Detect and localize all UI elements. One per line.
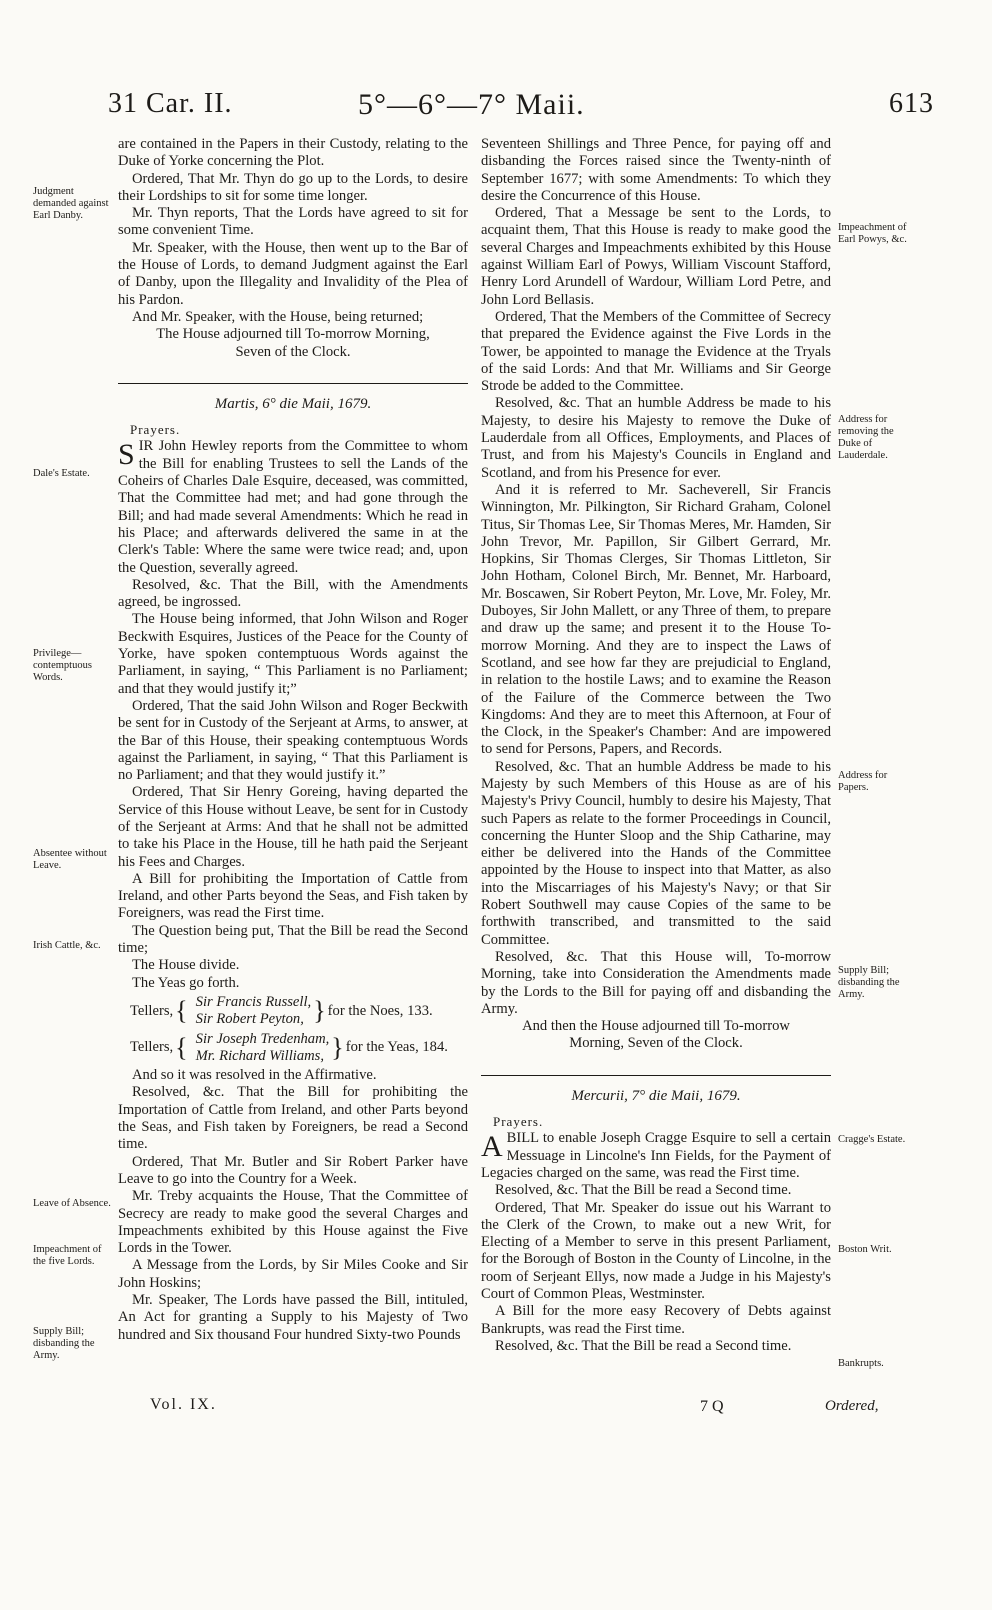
drop-cap: S: [118, 438, 135, 472]
paragraph: Ordered, That Sir Henry Goreing, having departed the Service of this House without Leave, be sent for in Custody of the Serjeant at Arms: And that he shall not be admitted to take his Place in the House, till he hath paid the Serjeant his Fees and Charges.: [118, 784, 468, 870]
tellers-label: Tellers,: [130, 1002, 174, 1019]
prayers-label: Prayers.: [493, 1114, 544, 1130]
signature-mark: 7 Q: [700, 1398, 724, 1415]
margin-note: Dale's Estate.: [33, 468, 90, 479]
paragraph: Ordered, That Mr. Butler and Sir Robert Parker have Leave to go into the Country for a Week.: [118, 1153, 468, 1187]
margin-note: Impeachment of Earl Powys, &c.: [838, 222, 907, 245]
paragraph: The Question being put, That the Bill be read the Second time;: [118, 922, 468, 957]
catchword: Ordered,: [825, 1398, 879, 1414]
teller-name: Sir Robert Peyton,: [195, 1011, 304, 1028]
paragraph: Mr. Treby acquaints the House, That the Committee of Secrecy are ready to make good the several Charges and Impeachments exhibited by this House against the Five Lords in the Tower.: [118, 1188, 468, 1257]
tellers-yeas: Tellers, { Sir Joseph Tredenham, Mr. Richard Williams, } for the Yeas, 184.: [130, 1030, 448, 1064]
paragraph: And it is referred to Mr. Sacheverell, Sir Francis Winnington, Mr. Pilkington, Sir Richard Graham, Colonel Titus, Sir Thomas Lee, Sir Thomas Meres, Mr. Hamden, Sir John Trevor, Mr. Papillon, Sir Gilbert Gerrard, Mr. Hopkins, Sir Thomas Clerges, Sir Thomas Littleton, Sir John Hotham, Colonel Birch, Mr. Bennet, Mr. Harboard, Mr. Boscawen, Sir Robert Peyton, Mr. Love, Mr. Foley, Mr. Duboyes, Sir John Mallett, or any Three of them, to prepare and draw up the same; and present it to the House To-morrow Morning. And they are to inspect the Laws of Scotland, and see how far they are prejudicial to England, in relation to the hostile Laws; and to examine the Reason of the Failure of the Commerce between the Two Kingdoms: And they are to meet this Afternoon, at Four of the Clock, in the Speaker's Chamber: And are impowered to send for Persons, Papers, and Records.: [481, 481, 831, 758]
day-heading: Mercurii, 7° die Maii, 1679.: [571, 1087, 741, 1104]
paragraph: Mr. Speaker, with the House, then went up to the Bar of the House of Lords, to demand Judgment against the Earl of Danby, upon the Illegality and Invalidity of the Plea of his Pardon.: [118, 239, 468, 308]
paragraph: Resolved, &c. That the Bill, with the Amendments agreed, be ingrossed.: [118, 576, 468, 611]
margin-note: Bankrupts.: [838, 1358, 884, 1369]
paragraph: BILL to enable Joseph Cragge Esquire to sell a certain Messuage in Lincolne's Inn Fields, for the Payment of Legacies charged on the same, was read the First time.: [481, 1130, 831, 1181]
paragraph: Ordered, That the Members of the Committee of Secrecy that prepared the Evidence against the Five Lords in the Tower, be appointed to manage the Evidence at the Tryals of the said Lords: And that Mr. Williams and Sir George Strode be added to the Committee.: [481, 308, 831, 395]
paragraph: Mr. Thyn reports, That the Lords have agreed to sit for some convenient Time.: [118, 205, 468, 239]
margin-note: Leave of Absence.: [33, 1198, 111, 1209]
margin-note: Supply Bill; disbanding the Army.: [33, 1326, 95, 1361]
adjournment: And then the House adjourned till To-morrow Morning, Seven of the Clock.: [522, 1018, 790, 1052]
left-column: [118, 136, 468, 1344]
paragraph: A Message from the Lords, by Sir Miles Cooke and Sir John Hoskins;: [118, 1257, 468, 1291]
paragraph: Ordered, That a Message be sent to the Lords, to acquaint them, That this House is ready to make good the several Charges and Impeachments exhibited by this House against William Earl of Powys, William Viscount Stafford, Henry Lord Arundell of Wardour, William Lord Petre, and John Lord Bellasis.: [481, 205, 831, 308]
page-number: 613: [889, 88, 934, 119]
paragraph: Resolved, &c. That the Bill be read a Second time.: [495, 1337, 792, 1354]
paragraph: Resolved, &c. That an humble Address be made to his Majesty by such Members of this House as are of his Majesty's Privy Council, humbly to desire his Majesty, That such Papers as relate to the former Proceedings in Council, concerning the Hunter Sloop and the Ship Catharine, may either be delivered into the Hands of the Committee appointed by the House to inspect into that Matter, as also into the Miscarriages of his Majesty's Navy; or that Sir Robert Southwell may cause Copies of the same to be forthwith transcribed, and transmitted to the said Committee.: [481, 758, 832, 948]
prayers-label: Prayers.: [130, 422, 181, 438]
paragraph: Ordered, That the said John Wilson and Roger Beckwith be sent for in Custody of the Serjeant at Arms, to answer, at the Bar of this House, their speaking contemptuous Words against the Parliament, in saying, “ That this Parliament is no Parliament; and that they would justify it.”: [118, 697, 468, 784]
paragraph: Resolved, &c. That this House will, To-morrow Morning, take into Consideration the Amendments made by the Lords to the Bill for paying off and disbanding the Army.: [481, 948, 831, 1017]
paragraph: A Bill for the more easy Recovery of Debts against Bankrupts, was read the First time.: [481, 1303, 831, 1337]
teller-name: Sir Joseph Tredenham,: [195, 1030, 330, 1047]
margin-note: Supply Bill; disbanding the Army.: [838, 965, 900, 1000]
paragraph: The House being informed, that John Wilson and Roger Beckwith Esquires, Justices of the Peace for the County of Yorke, have spoken contemptuous Words against the Parliament, in saying, “ This Parliament is no Parliament; and that they would justify it;”: [118, 611, 468, 697]
teller-name: Mr. Richard Williams,: [195, 1047, 325, 1064]
paragraph: Resolved, &c. That the Bill be read a Second time.: [495, 1182, 792, 1199]
paragraph: The House divide.: [132, 957, 240, 974]
paragraph: The Yeas go forth.: [132, 974, 240, 991]
paragraph: IR John Hewley reports from the Committee to whom the Bill for enabling Trustees to sell the Lands of the Coheirs of Charles Dale Esquire, deceased, was committed, That the Committee had met; and had gone through the Bill; and had made several Amendments: Which he read in his Place; and afterwards delivered the same in at the Clerk's Table: Where the same were twice read; and, upon the Question, severally agreed.: [118, 438, 468, 576]
paragraph: are contained in the Papers in their Custody, relating to the Duke of Yorke concerning the Plot.: [118, 136, 468, 170]
drop-cap: A: [481, 1130, 503, 1164]
paragraph: Seventeen Shillings and Three Pence, for paying off and disbanding the Forces raised since the Twenty-ninth of September 1677; with some Amendments: To which they desire the Concurrence of this House.: [481, 136, 831, 204]
paragraph: And Mr. Speaker, with the House, being returned;: [132, 308, 424, 325]
margin-note: Privilege—contemptuous Words.: [33, 648, 92, 683]
regnal-year: 31 Car. II.: [108, 88, 233, 119]
paragraph: Resolved, &c. That the Bill for prohibiting the Importation of Cattle from Ireland, and other Parts beyond the Seas, and Fish taken by Foreigners, be read a Second time.: [118, 1084, 468, 1153]
paragraph: Ordered, That Mr. Speaker do issue out his Warrant to the Clerk of the Crown, to make out a new Writ, for Electing of a Member to serve in this present Parliament, for the Borough of Boston in the County of Lincolne, in the room of Serjeant Ellys, now made a Judge in his Majesty's Court of Common Pleas, Westminster.: [481, 1199, 831, 1302]
volume-label: Vol. IX.: [150, 1396, 217, 1413]
day-heading: Martis, 6° die Maii, 1679.: [214, 395, 372, 412]
page-header: [108, 88, 934, 130]
paragraph: Ordered, That Mr. Thyn do go up to the Lords, to desire their Lordships to sit for some time longer.: [118, 170, 468, 204]
margin-note: Cragge's Estate.: [838, 1134, 906, 1145]
paragraph: And so it was resolved in the Affirmative.: [132, 1067, 377, 1084]
tellers-noes: Tellers, { Sir Francis Russell, Sir Robert Peyton, } for the Noes, 133.: [130, 993, 433, 1028]
paragraph: A Bill for prohibiting the Importation of Cattle from Ireland, and other Parts beyond the Seas, and Fish taken by Foreigners, was read the First time.: [118, 870, 468, 922]
adjournment: The House adjourned till To-morrow Morning, Seven of the Clock.: [156, 326, 430, 360]
date-range: 5°—6°—7° Maii.: [358, 88, 585, 121]
divider: [481, 1075, 831, 1076]
margin-note: Absentee without Leave.: [33, 848, 107, 871]
margin-note: Boston Writ.: [838, 1244, 892, 1255]
vote-count: for the Yeas, 184.: [345, 1039, 448, 1056]
divider: [118, 383, 468, 384]
paragraph: Resolved, &c. That an humble Address be made to his Majesty, to desire his Majesty to remove the Duke of Lauderdale from all Offices, Employments, and Places of Trust, and from his Majesty's Councils in England and Scotland, and from his Presence for ever.: [481, 395, 831, 481]
margin-note: Address for Papers.: [838, 770, 888, 793]
tellers-label: Tellers,: [130, 1039, 174, 1056]
margin-note: Address for removing the Duke of Lauderdale.: [838, 414, 894, 461]
right-column: [481, 136, 831, 1355]
vote-count: for the Noes, 133.: [327, 1002, 433, 1019]
margin-note: Irish Cattle, &c.: [33, 940, 101, 951]
teller-name: Sir Francis Russell,: [195, 993, 312, 1010]
margin-note: Judgment demanded against Earl Danby.: [33, 186, 109, 221]
paragraph: Mr. Speaker, The Lords have passed the Bill, intituled, An Act for granting a Supply to his Majesty of Two hundred and Six thousand Four hundred Sixty-two Pounds: [118, 1292, 468, 1343]
margin-note: Impeachment of the five Lords.: [33, 1244, 102, 1267]
